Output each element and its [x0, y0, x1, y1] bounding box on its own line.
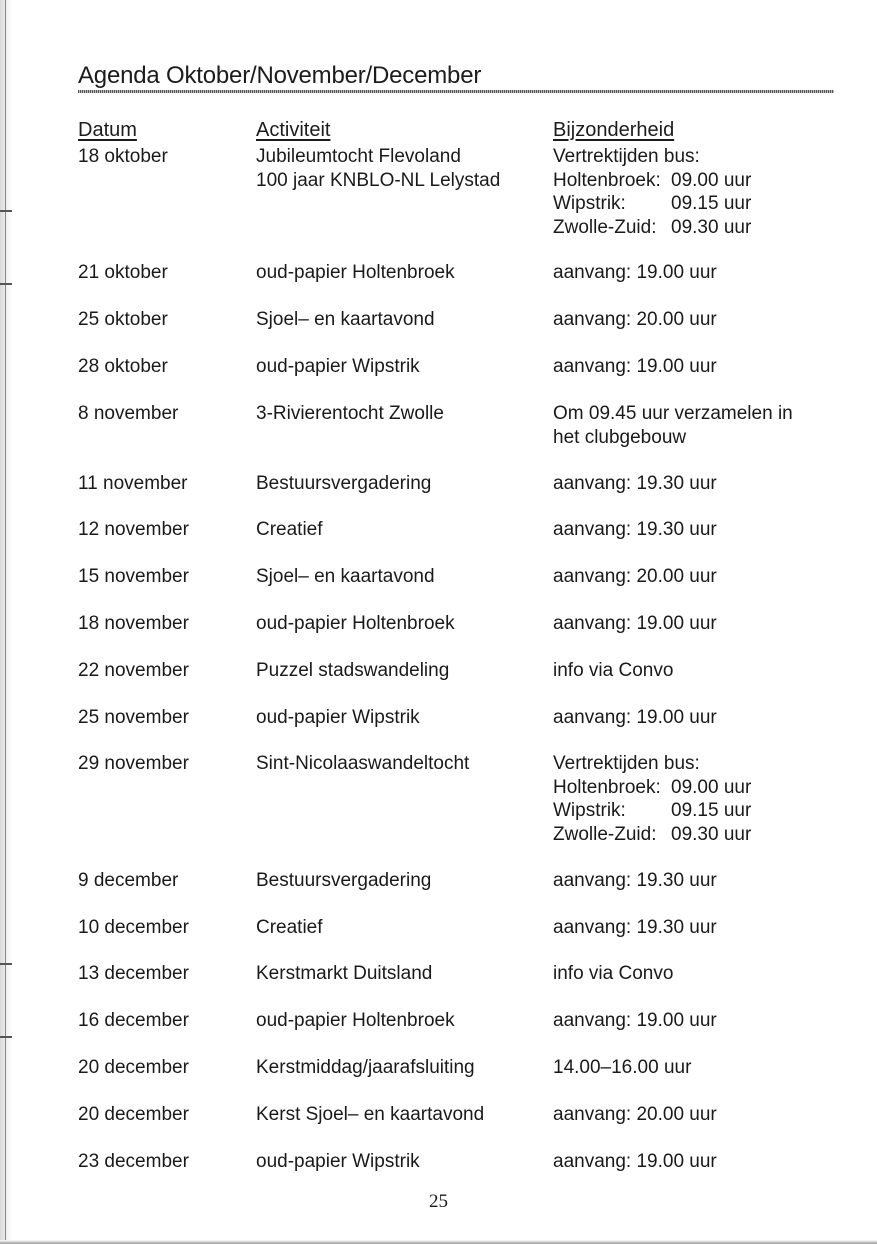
page-binding [0, 0, 12, 1244]
note-line: aanvang: 19.00 uur [553, 707, 717, 728]
page-number: 25 [429, 1191, 448, 1212]
activity-line: Creatief [256, 917, 323, 938]
note-line: aanvang: 19.00 uur [553, 356, 717, 377]
column-header-note: Bijzonderheid [553, 119, 675, 141]
agenda-note [553, 706, 717, 730]
activity-line: oud-papier Holtenbroek [256, 1010, 455, 1031]
agenda-date: 25 november [78, 707, 189, 728]
agenda-date: 29 november [78, 753, 189, 774]
agenda-note [553, 261, 717, 285]
bus-time: 09.15 uur [671, 193, 752, 214]
agenda-note [553, 1056, 691, 1080]
column-header-activity: Activiteit [256, 119, 331, 141]
bus-departure-line [553, 216, 751, 240]
agenda-date: 20 december [78, 1104, 189, 1125]
page-edge-shadow [0, 1240, 877, 1244]
activity-line: Sint-Nicolaaswandeltocht [256, 753, 470, 774]
bus-time: 09.30 uur [671, 216, 752, 238]
agenda-date: 10 december [78, 917, 189, 938]
page-title: Agenda Oktober/November/December [78, 62, 482, 89]
agenda-note [553, 659, 673, 683]
agenda-activity [256, 1056, 475, 1080]
note-line: 14.00–16.00 uur [553, 1057, 692, 1078]
agenda-date: 23 december [78, 1151, 189, 1172]
note-line: aanvang: 20.00 uur [553, 566, 717, 587]
activity-line: Kerstmarkt Duitsland [256, 963, 433, 984]
agenda-date: 18 oktober [78, 146, 168, 167]
bus-time: 09.30 uur [671, 823, 752, 845]
note-line: aanvang: 19.30 uur [553, 917, 717, 938]
agenda-date: 13 december [78, 963, 189, 984]
note-line: aanvang: 19.30 uur [553, 870, 717, 891]
agenda-date: 20 december [78, 1057, 189, 1078]
activity-line: oud-papier Wipstrik [256, 707, 420, 728]
binding-stitch [0, 963, 12, 965]
agenda-date: 22 november [78, 660, 189, 681]
agenda-activity [256, 565, 435, 589]
activity-line: oud-papier Wipstrik [256, 1151, 420, 1172]
activity-line: 100 jaar KNBLO-NL Lelystad [256, 169, 501, 191]
bus-departure-line [553, 776, 751, 800]
activity-line: Kerstmiddag/jaarafsluiting [256, 1057, 475, 1078]
agenda-date: 28 oktober [78, 356, 168, 377]
bus-departure-line [553, 192, 751, 216]
agenda-note [553, 962, 673, 986]
agenda-note [553, 472, 717, 496]
activity-line: Bestuursvergadering [256, 473, 432, 494]
agenda-note [553, 1103, 717, 1127]
activity-line: Puzzel stadswandeling [256, 660, 450, 681]
agenda-date: 16 december [78, 1010, 189, 1031]
activity-line: Sjoel– en kaartavond [256, 309, 435, 330]
agenda-activity [256, 308, 435, 332]
agenda-activity [256, 1150, 420, 1174]
agenda-date: 8 november [78, 403, 179, 424]
agenda-note [553, 1009, 717, 1033]
agenda-activity [256, 402, 444, 426]
agenda-note [553, 869, 717, 893]
activity-line: oud-papier Wipstrik [256, 356, 420, 377]
agenda-activity [256, 706, 420, 730]
agenda-activity [256, 355, 420, 379]
bus-departure-line [553, 169, 751, 193]
bus-stop-label: Zwolle-Zuid: [553, 823, 657, 845]
activity-line: Creatief [256, 519, 323, 540]
activity-line: Kerst Sjoel– en kaartavond [256, 1104, 485, 1125]
agenda-date: 15 november [78, 566, 189, 587]
note-line: aanvang: 20.00 uur [553, 309, 717, 330]
note-line: het clubgebouw [553, 426, 687, 448]
agenda-note [553, 1150, 717, 1174]
agenda-note [553, 612, 717, 636]
note-line: aanvang: 19.00 uur [553, 613, 717, 634]
agenda-activity [256, 1009, 455, 1033]
agenda-activity [256, 962, 432, 986]
agenda-date: 12 november [78, 519, 189, 540]
bus-stop-label: Holtenbroek: [553, 169, 661, 191]
binding-stitch [0, 1036, 12, 1038]
note-line: info via Convo [553, 963, 674, 984]
bus-time: 09.00 uur [671, 169, 752, 191]
bus-time: 09.15 uur [671, 800, 752, 821]
agenda-date: 9 december [78, 870, 179, 891]
note-line: info via Convo [553, 660, 674, 681]
bus-time: 09.00 uur [671, 776, 752, 798]
column-header-date: Datum [78, 119, 137, 141]
agenda-activity [256, 752, 469, 776]
agenda-activity [256, 659, 449, 683]
agenda-note [553, 402, 793, 449]
agenda-activity [256, 261, 455, 285]
activity-line: 3-Rivierentocht Zwolle [256, 403, 444, 424]
note-line: aanvang: 20.00 uur [553, 1104, 717, 1125]
note-line: aanvang: 19.00 uur [553, 1010, 717, 1031]
agenda-date: 21 oktober [78, 262, 168, 283]
title-rule [78, 90, 834, 93]
agenda-date: 25 oktober [78, 309, 168, 330]
note-line: aanvang: 19.30 uur [553, 473, 717, 494]
activity-line: Bestuursvergadering [256, 870, 432, 891]
agenda-note [553, 916, 717, 940]
agenda-note [553, 145, 751, 239]
note-line: Vertrektijden bus: [553, 753, 700, 774]
agenda-note [553, 752, 751, 846]
binding-stitch [0, 283, 12, 285]
agenda-activity [256, 869, 431, 893]
activity-line: oud-papier Holtenbroek [256, 262, 455, 283]
agenda-note [553, 518, 717, 542]
bus-stop-label: Zwolle-Zuid: [553, 216, 657, 238]
agenda-note [553, 565, 717, 589]
bus-stop-label: Holtenbroek: [553, 776, 661, 798]
note-line: Om 09.45 uur verzamelen in [553, 403, 793, 424]
binding-stitch [0, 210, 12, 212]
agenda-activity [256, 916, 323, 940]
bus-departure-line [553, 823, 751, 847]
agenda-note [553, 308, 717, 332]
agenda-activity [256, 612, 455, 636]
note-line: aanvang: 19.00 uur [553, 262, 717, 283]
activity-line: oud-papier Holtenbroek [256, 613, 455, 634]
agenda-activity [256, 518, 323, 542]
activity-line: Jubileumtocht Flevoland [256, 146, 461, 167]
agenda-note [553, 355, 717, 379]
bus-stop-label: Wipstrik: [553, 800, 626, 821]
bus-departure-line [553, 799, 751, 823]
agenda-activity [256, 472, 431, 496]
agenda-activity [256, 1103, 484, 1127]
note-line: Vertrektijden bus: [553, 146, 700, 167]
note-line: aanvang: 19.00 uur [553, 1151, 717, 1172]
agenda-activity [256, 145, 500, 192]
agenda-date: 11 november [78, 473, 188, 494]
activity-line: Sjoel– en kaartavond [256, 566, 435, 587]
agenda-date: 18 november [78, 613, 189, 634]
note-line: aanvang: 19.30 uur [553, 519, 717, 540]
bus-stop-label: Wipstrik: [553, 193, 626, 214]
